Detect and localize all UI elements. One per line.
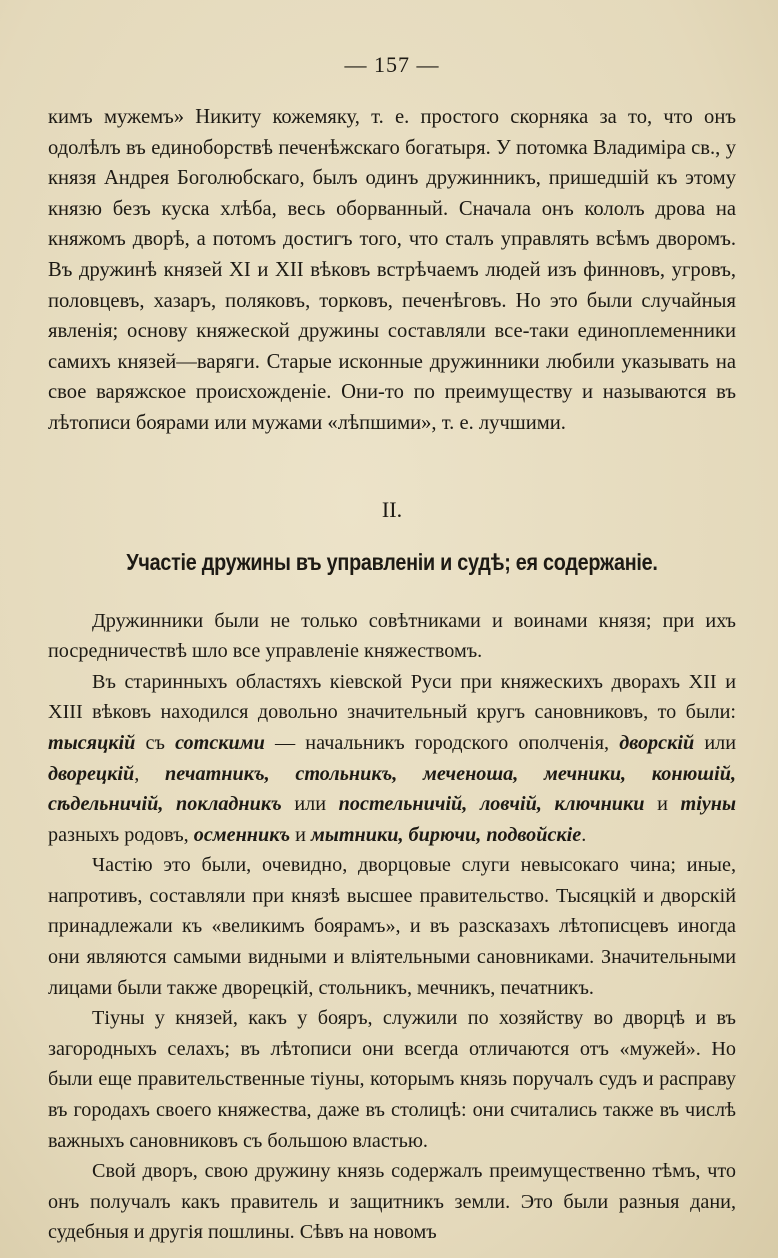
- term-osmennik: осменникъ: [193, 823, 291, 846]
- text-run: и: [644, 793, 681, 816]
- term-dvorsky: дворскій: [619, 731, 695, 754]
- text-run: ,: [134, 762, 165, 785]
- paragraph-5: Свой дворъ, свою дружину князь содержалъ преимущественно тѣмъ, что онъ получалъ какъ правитель и защитникъ земли. Это были разныя дани, судебныя и другія пошлины. Сѣвъ на новомъ: [48, 1160, 736, 1244]
- intro-paragraph: кимъ мужемъ» Никиту кожемяку, т. е. простого скорняка за то, что онъ одолѣлъ въ единоборствѣ печенѣжскаго богатыря. У потомка Владиміра св., у князя Андрея Боголюбскаго, былъ одинъ дружинникъ, пришедшій къ этому князю безъ куска хлѣба, весь оборванный. Сначала онъ кололъ дрова на княжомъ дворѣ, а потомъ достигъ того, что сталъ управлять всѣмъ дворомъ. Въ дружинѣ князей XI и XII вѣковъ встрѣчаемъ людей изъ финновъ, угровъ, половцевъ, хазаръ, поляковъ, торковъ, печенѣговъ. Но это были случайныя явленія; основу княжеской дружины составляли все-таки единоплеменники самихъ князей—варяги. Старые исконные дружинники любили указывать на свое варяжское происхожденіе. Они-то по преимуществу и называются въ лѣтописи боярами или мужами «лѣпшими», т. е. лучшими.: [48, 106, 736, 434]
- paragraph-4: Тіуны у князей, какъ у бояръ, служили по хозяйству во дворцѣ и въ загородныхъ селахъ; въ лѣтописи они всегда отличаются отъ «мужей». Но были еще правительственные тіуны, которымъ князь поручалъ судъ и расправу въ городахъ своего княжества, даже въ столицѣ: они считались также въ числѣ важныхъ сановниковъ съ большою властью.: [48, 1007, 736, 1152]
- text-run: разныхъ родовъ,: [48, 823, 194, 846]
- paragraph-1: Дружинники были не только совѣтниками и воинами князя; при ихъ посредничествѣ шло все управленіе княжествомъ.: [48, 609, 736, 663]
- term-dvoretsky: дворецкій: [48, 762, 135, 785]
- paragraph-2: [48, 667, 736, 851]
- text-run: .: [581, 823, 587, 846]
- page-number: — 157 —: [344, 52, 440, 77]
- paragraph-3: Частію это были, очевидно, дворцовые слуги невысокаго чина; иные, напротивъ, составляли при князѣ высшее правительство. Тысяцкій и дворскій принадлежали къ «великимъ боярамъ», и въ разсказахъ лѣтописцевъ иногда они являются самыми видными и вліятельными сановниками. Значительными лицами были также дворецкій, стольникъ, мечникъ, печатникъ.: [48, 854, 736, 999]
- section-heading: Участіе дружины въ управленіи и судѣ; ея содержаніе.: [126, 548, 658, 575]
- term-list-household: постельничій, ловчій, ключники: [338, 793, 645, 816]
- text-run: — начальникъ городского ополченія,: [264, 731, 620, 754]
- section-numeral: II.: [381, 496, 403, 522]
- term-list-court-officials: печатникъ, стольникъ, меченоша, мечники, конюшій, сѣдельничій, покладникъ: [48, 762, 737, 816]
- text-run: или: [694, 731, 736, 754]
- term-sotskie: сотскими: [175, 731, 265, 754]
- text-run: и: [290, 823, 312, 846]
- text-run: или: [281, 793, 339, 816]
- text-run: Въ старинныхъ областяхъ кіевской Руси при княжескихъ дворахъ XII и XIII вѣковъ находился довольно значительный кругъ сановниковъ, то были:: [48, 670, 736, 724]
- term-tiuny: тіуны: [680, 793, 736, 816]
- text-run: съ: [135, 731, 176, 754]
- section-body: [48, 606, 736, 1248]
- term-tysyatsky: тысяцкій: [48, 731, 136, 754]
- term-list-collectors: мытники, бирючи, подвойскіе: [311, 823, 582, 846]
